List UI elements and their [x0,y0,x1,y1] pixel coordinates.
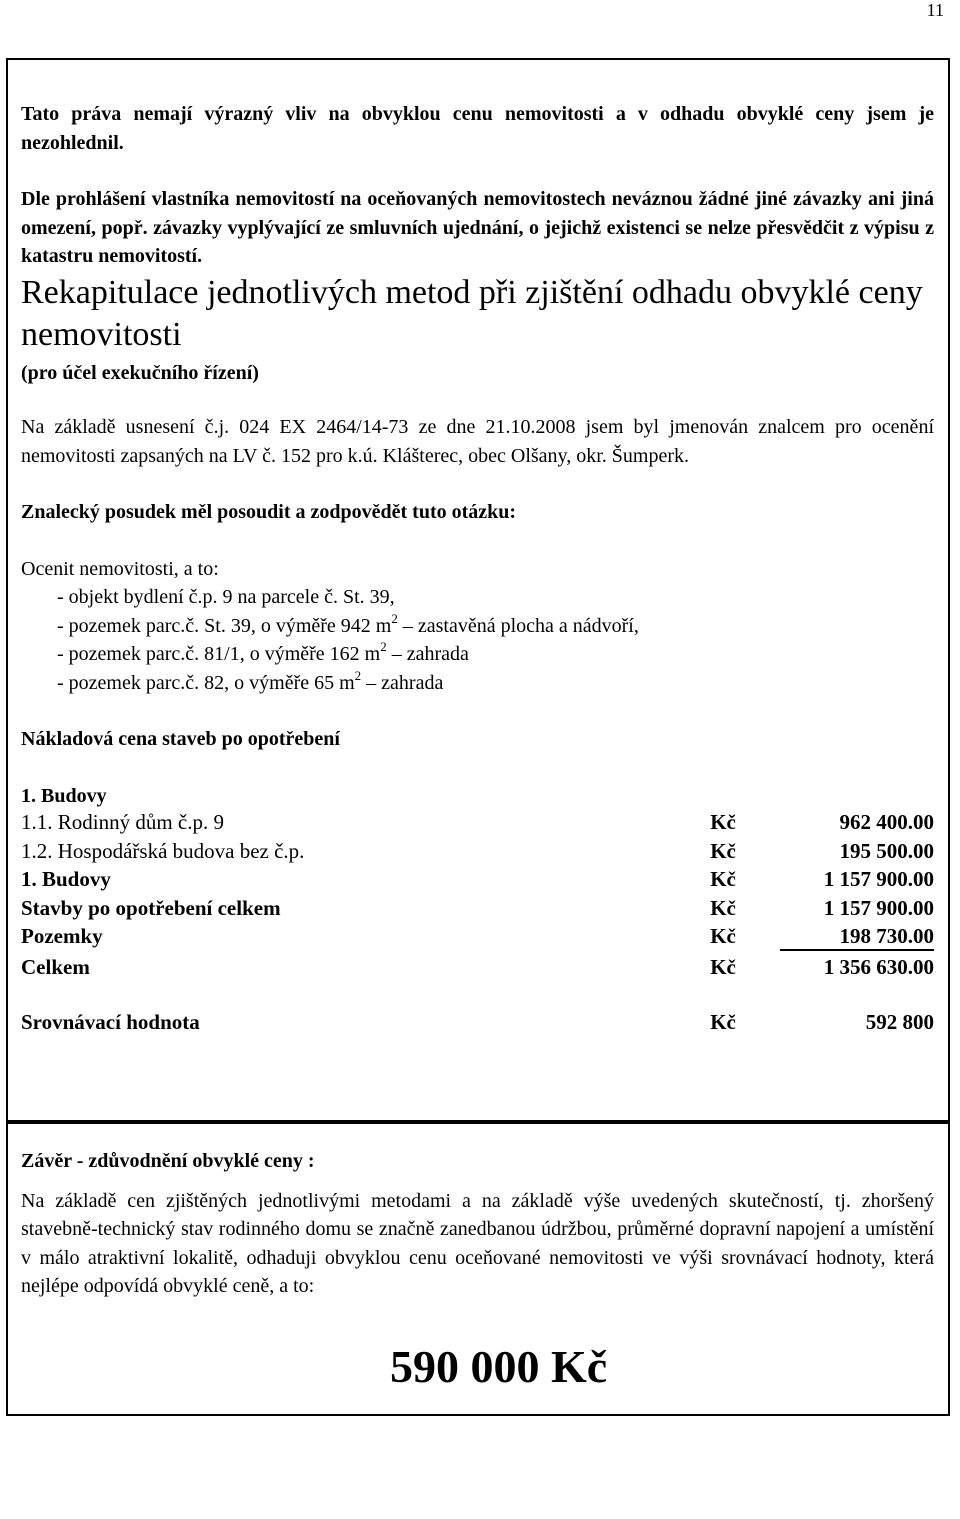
recap-subheading: (pro účel exekučního řízení) [21,361,259,384]
rights-note: Tato práva nemají výrazný vliv na obvyklou cenu nemovitosti a v odhadu obvyklé ceny jsem je nezohlednil. [21,103,934,154]
cost-table [21,810,934,1039]
conclusion-box [6,1120,950,1416]
cost-row: Pozemky Kč 198 730.00 [21,924,934,953]
task-item: - pozemek parc.č. 82, o výměře 65 $m^2$ – zahrada [57,667,444,694]
conclusion-heading: Závěr - zdůvodnění obvyklé ceny : [21,1150,315,1172]
task-list [21,583,934,697]
task-item: - pozemek parc.č. St. 39, o výměře 942 $m^2$ – zastavěná plocha a nádvoří, [57,610,639,637]
cost-row: 1.1. Rodinný dům č.p. 9 Kč 962 400.00 [21,810,934,834]
page-number: 11 [926,0,944,20]
final-price: 590 000 Kč [390,1341,608,1392]
question-heading: Znalecký posudek měl posoudit a zodpovědět tuto otázku: [21,501,517,523]
group-label: 1. Budovy [21,784,107,807]
conclusion-text: Na základě cen zjištěných jednotlivými metodami a na základě výše uvedených skutečností, tj. zhoršený stavebně-technický stav rodinného domu se značně zanedbanou údržbou, průměrné dopravní napojení a umístění v málo atraktivní lokalitě, odhaduji obvyklou cenu oceňované nemovitosti ve výši srovnávací hodnoty, která nejlépe odpovídá obvyklé ceně, a to: [21,1189,934,1297]
task-item: - pozemek parc.č. 81/1, o výměře 162 $m^2$ – zahrada [57,639,469,665]
cost-row: 1. Budovy Kč 1 157 900.00 [21,867,934,891]
cost-heading: Nákladová cena staveb po opotřebení [21,728,340,750]
cost-row: Stavby po opotřebení celkem Kč 1 157 900.00 [21,895,934,920]
recap-heading: Rekapitulace jednotlivých metod při zjištění odhadu obvyklé ceny nemovitosti [21,273,923,353]
comparative-row: Srovnávací hodnota Kč 592 800 [21,1010,934,1034]
task-intro: Ocenit nemovitosti, a to: [21,557,219,580]
recap-box [6,58,950,1124]
task-item: - objekt bydlení č.p. 9 na parcele č. St. 39, [57,586,395,608]
cost-row-total: Celkem Kč 1 356 630.00 [21,954,934,979]
cost-row: 1.2. Hospodářská budova bez č.p. Kč 195 500.00 [21,838,934,863]
appointment-text: Na základě usnesení č.j. 024 EX 2464/14-73 ze dne 21.10.2008 jsem byl jmenován znalcem pro ocenění nemovitosti zapsaných na LV č. 152 pro k.ú. Klášterec, obec Olšany, okr. Šumperk. [21,416,934,467]
owner-statement: Dle prohlášení vlastníka nemovitostí na oceňovaných nemovitostech neváznou žádné jiné závazky ani jiná omezení, popř. závazky vyplývající ze smluvních ujednání, o jejichž existenci se nelze přesvědčit z výpisu z katastru nemovitostí. [21,188,934,267]
